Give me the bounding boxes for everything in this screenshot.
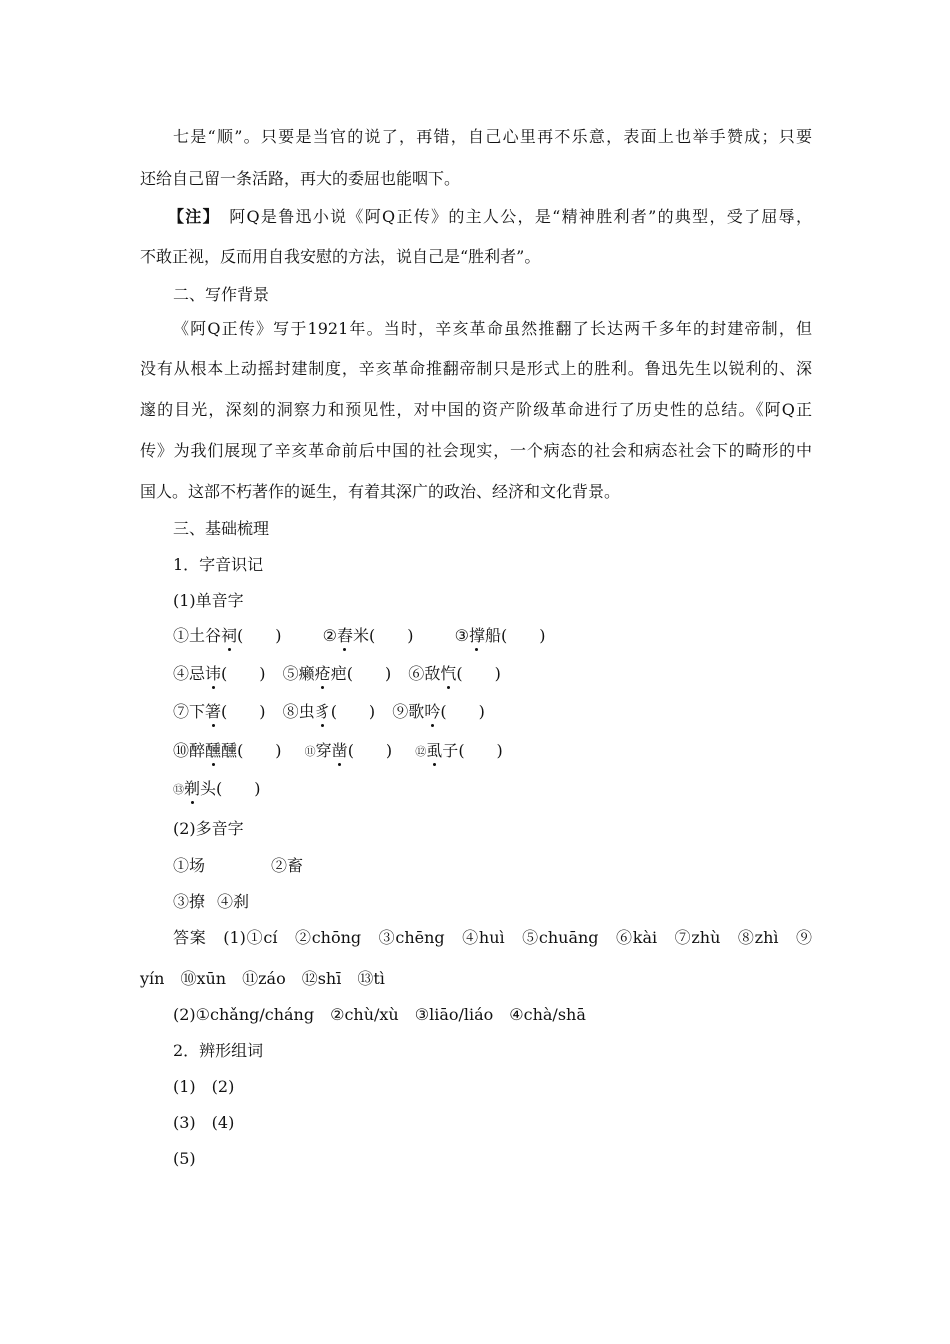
note-line: 不敢正视，反而用自我安慰的方法，说自己是“胜利者”。 (140, 247, 541, 266)
paragraph-line: 传》为我们展现了辛亥革命前后中国的社会现实，一个病态的社会和病态社会下的畸形的中 (140, 441, 812, 460)
answer-blank[interactable]: ( ) (330, 702, 376, 721)
paragraph-line: 没有从根本上动摇封建制度，辛亥革命推翻帝制只是形式上的胜利。鲁迅先生以锐利的、深 (140, 359, 812, 378)
pronunciation-item: ②舂米( ) (322, 626, 414, 645)
pronunciation-item: ⑪穿凿( ) (304, 741, 393, 760)
answer-blank[interactable]: ( ) (456, 664, 501, 683)
polyphone-item: ④刹 (217, 892, 250, 911)
note-line (140, 206, 812, 228)
pronunciation-item: ⑦下箸( ) (173, 702, 266, 721)
answer-blank[interactable]: ( ) (458, 741, 503, 760)
pronunciation-row (173, 740, 503, 763)
paragraph-line (140, 318, 812, 340)
group-line: (3) (4) (173, 1113, 235, 1132)
answer-line: 答案 (1)①cí ②chōng ③chēng ④huì ⑤chuāng ⑥kài ⑦zhù ⑧zhì ⑨ (173, 928, 812, 947)
answer-blank[interactable]: ( ) (500, 626, 546, 645)
pronunciation-item: ⑨歌吟( ) (392, 702, 485, 721)
pronunciation-row (173, 625, 545, 647)
group-line: (1) (2) (173, 1077, 235, 1096)
answer-blank[interactable]: ( ) (346, 664, 392, 683)
answer-blank[interactable]: ( ) (221, 702, 266, 721)
answer-blank[interactable]: ( ) (440, 702, 485, 721)
subheading: (1)单音字 (173, 591, 244, 610)
pronunciation-row (173, 778, 261, 801)
pronunciation-item: ⑬剃头( ) (173, 779, 261, 798)
subheading: (2)多音字 (173, 819, 244, 838)
polyphone-item: ③撩 (173, 892, 206, 911)
pronunciation-item: ⑥敌忾( ) (408, 664, 501, 683)
pronunciation-row (173, 663, 501, 685)
group-line: (5) (173, 1149, 196, 1168)
paragraph-line: 邃的目光，深刻的洞察力和预见性，对中国的资产阶级革命进行了历史性的总结。《阿Q正 (140, 400, 812, 419)
subheading: 2．辨形组词 (173, 1041, 264, 1060)
pronunciation-item: ⑧虫豸( ) (282, 702, 376, 721)
text: 七是“顺”。只要是当官的说了，再错，自己心里再不乐意，表面上也举手赞成；只要 (173, 127, 812, 146)
pronunciation-item: ⑩醉醺醺( ) (173, 741, 282, 760)
pronunciation-item: ③撑船( ) (454, 626, 546, 645)
note-label: 【注】 (168, 207, 212, 226)
polyphone-row (173, 891, 249, 913)
section-heading: 二、写作背景 (173, 285, 270, 304)
paragraph-line (140, 126, 812, 148)
answer-line: (2)①chǎng/cháng ②chù/xù ③liāo/liáo ④chà/shā (173, 1005, 586, 1024)
answer-blank[interactable]: ( ) (216, 779, 261, 798)
answer-blank[interactable]: ( ) (237, 626, 282, 645)
text: 《阿Q正传》写于1921年。当时，辛亥革命虽然推翻了长达两千多年的封建帝制，但 (173, 319, 812, 338)
polyphone-row (173, 855, 303, 877)
subheading: 1．字音识记 (173, 555, 264, 574)
pronunciation-item: ⑫虱子( ) (415, 741, 503, 760)
section-heading: 三、基础梳理 (173, 519, 270, 538)
pronunciation-item: ①土谷祠( ) (173, 626, 282, 645)
answer-blank[interactable]: ( ) (369, 626, 414, 645)
polyphone-item: ①场 (173, 856, 206, 875)
note-text: 阿Q是鲁迅小说《阿Q正传》的主人公，是“精神胜利者”的典型，受了屈辱， (229, 207, 812, 226)
answer-blank[interactable]: ( ) (347, 741, 393, 760)
pronunciation-item: ④忌讳( ) (173, 664, 266, 683)
answer-blank[interactable]: ( ) (221, 664, 266, 683)
pronunciation-row (173, 701, 485, 723)
answer-line: yín ⑩xūn ⑪záo ⑫shī ⑬tì (140, 969, 385, 988)
pronunciation-item: ⑤癞疮疤( ) (282, 664, 392, 683)
paragraph-line: 还给自己留一条活路，再大的委屈也能咽下。 (140, 169, 461, 188)
polyphone-item: ②畜 (271, 856, 304, 875)
answer-blank[interactable]: ( ) (237, 741, 282, 760)
paragraph-line: 国人。这部不朽著作的诞生，有着其深广的政治、经济和文化背景。 (140, 482, 621, 501)
